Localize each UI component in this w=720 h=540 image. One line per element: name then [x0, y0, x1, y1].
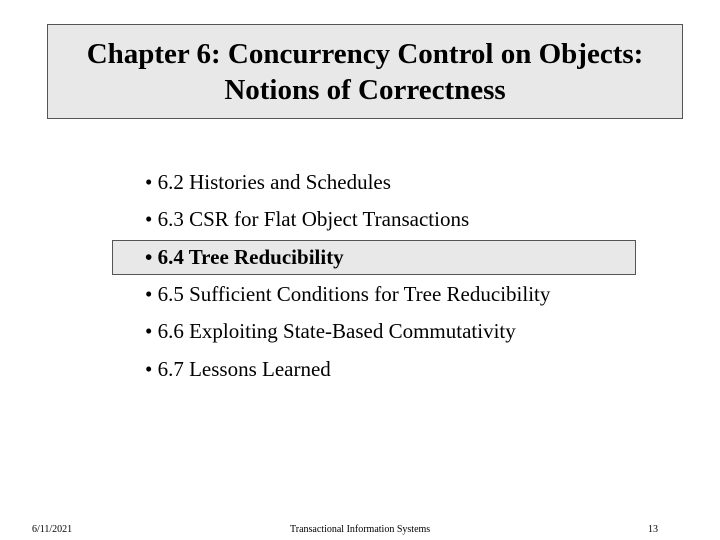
outline-item-6-7 — [145, 356, 331, 382]
outline-item-text: 6.5 Sufficient Conditions for Tree Reducibility — [157, 282, 551, 306]
bullet: • — [145, 357, 153, 381]
outline-item-text: 6.3 CSR for Flat Object Transactions — [157, 207, 470, 231]
outline-item-6-6 — [145, 318, 516, 344]
bullet: • — [145, 319, 153, 343]
outline-item-text: 6.7 Lessons Learned — [157, 357, 331, 381]
bullet: • — [145, 170, 153, 194]
outline-item-6-3 — [145, 206, 469, 232]
outline-item-6-2 — [145, 169, 391, 195]
outline-item-text: 6.6 Exploiting State-Based Commutativity — [157, 319, 516, 343]
bullet: • — [145, 282, 153, 306]
footer-page-number: 13 — [648, 524, 658, 535]
outline-item-text: 6.4 Tree Reducibility — [157, 245, 344, 269]
footer-course-title: Transactional Information Systems — [290, 524, 431, 535]
outline-item-6-4-current — [145, 244, 344, 270]
bullet: • — [145, 245, 153, 269]
outline-item-text: 6.2 Histories and Schedules — [157, 170, 391, 194]
outline-item-6-5 — [145, 281, 550, 307]
footer-date: 6/11/2021 — [32, 524, 73, 535]
bullet: • — [145, 207, 153, 231]
slide-title-line-1: Chapter 6: Concurrency Control on Objects: — [86, 37, 644, 70]
slide-title-line-2: Notions of Correctness — [224, 73, 506, 106]
